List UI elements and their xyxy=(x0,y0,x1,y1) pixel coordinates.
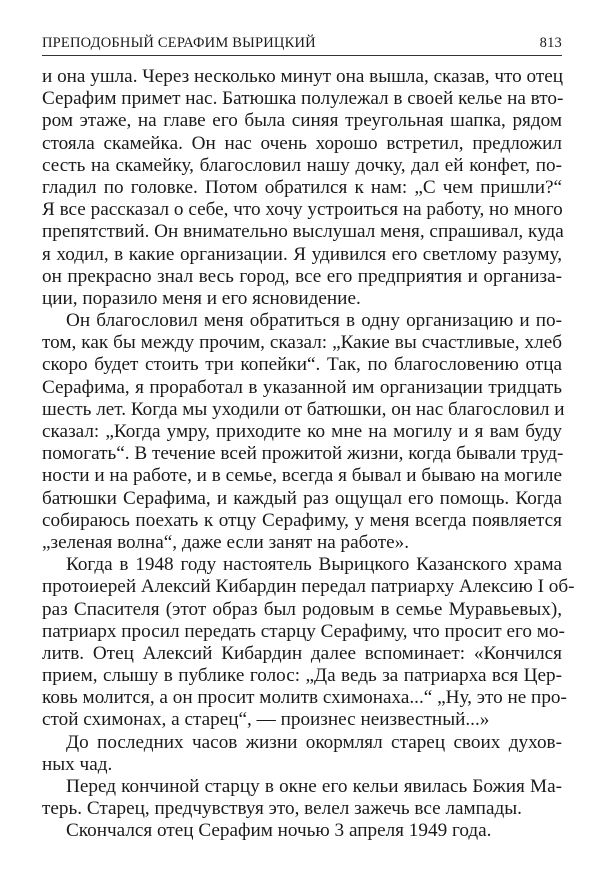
text-line: шесть лет. Когда мы уходили от батюшки, он нас благословил и xyxy=(42,398,565,420)
page-number: 813 xyxy=(539,35,562,51)
text-line: Я все рассказал о себе, что хочу устроиться на работу, но много xyxy=(42,199,563,221)
text-line: гладил по головке. Потом обратился к нам: „С чем пришли?“ xyxy=(42,176,562,198)
text-line: сесть на скамейку, благословил нашу дочку, дал ей конфет, по- xyxy=(42,154,562,176)
text-line: ром этаже, на главе его была синяя треугольная шапка, рядом xyxy=(42,110,562,132)
text-line: До последних часов жизни окормлял старец своих духов- xyxy=(66,731,562,753)
paragraph xyxy=(42,732,562,776)
page-body xyxy=(42,66,575,843)
text-line: собираюсь поехать к отцу Серафиму, у меня всегда появляется xyxy=(42,509,562,531)
text-line: и она ушла. Через несколько минут она вышла, сказав, что отец xyxy=(42,66,564,87)
text-line: стояла скамейка. Он нас очень хорошо встретил, предложил xyxy=(42,132,562,154)
text-line: Он благословил меня обратиться в одну организацию и по- xyxy=(66,310,562,332)
text-line: батюшки Серафима, и каждый раз ощущал его помощь. Когда xyxy=(42,487,562,509)
text-line: скоро будет стоить три копейки“. Так, по благословению отца xyxy=(42,354,562,376)
text-line: патриарх просил передать старцу Серафиму, что просит его мо- xyxy=(42,620,565,642)
text-line: терь. Старец, предчувствуя это, велел зажечь все лампады. xyxy=(42,798,522,820)
text-line: сказал: „Когда умру, приходите ко мне на могилу и я вам буду xyxy=(42,421,562,442)
text-line: том, как бы между прочим, сказал: „Какие вы счастливые, хлеб xyxy=(42,332,562,354)
text-line: ности и на работе, и в семье, всегда я бывал и бываю на могиле xyxy=(42,465,562,487)
paragraph xyxy=(42,554,575,732)
text-line: ных чад. xyxy=(42,753,113,775)
text-line: литв. Отец Алексий Кибардин далее вспоминает: «Кончился xyxy=(42,642,562,664)
text-line: ковь молится, а он просит молитв схимонаха...“ „Ну, это не про- xyxy=(42,687,567,709)
text-line: Скончался отец Серафим ночью 3 апреля 1949 года. xyxy=(66,820,492,842)
text-line: я ходил, в какие организации. Я удивился его светлому разуму, xyxy=(42,243,562,265)
running-header xyxy=(42,30,562,56)
text-line: Когда в 1948 году настоятель Вырицкого Казанского храма xyxy=(66,554,562,576)
text-line: протоиерей Алексий Кибардин передал патриарху Алексию I об- xyxy=(42,576,575,598)
text-line: Серафима, я проработал в указанной им организации тридцать xyxy=(42,376,562,398)
text-line: „зеленая волна“, даже если занят на работе». xyxy=(42,531,410,553)
text-line: он прекрасно знал весь город, все его предприятия и организа- xyxy=(42,265,562,287)
running-title: ПРЕПОДОБНЫЙ СЕРАФИМ ВЫРИЦКИЙ xyxy=(42,35,316,51)
text-line: ции, поразило меня и его ясновидение. xyxy=(42,287,361,309)
text-line: раз Спасителя (этот образ был родовым в семье Муравьевых), xyxy=(42,598,562,620)
paragraph xyxy=(42,820,562,842)
text-line: помогать“. В течение всей прожитой жизни, когда бывали труд- xyxy=(42,443,564,465)
text-line: Серафим примет нас. Батюшка полулежал в своей келье на вто- xyxy=(42,88,564,110)
text-line: прием, слышу в публике голос: „Да ведь за патриарха вся Цер- xyxy=(42,665,562,687)
paragraph xyxy=(42,310,565,554)
text-line: стой схимонах, а старец“, — произнес неизвестный...» xyxy=(42,709,490,731)
text-line: препятствий. Он внимательно выслушал меня, спрашивал, куда xyxy=(42,221,564,243)
paragraph xyxy=(42,66,562,310)
paragraph xyxy=(42,776,562,820)
text-line: Перед кончиной старцу в окне его кельи явилась Божия Ма- xyxy=(66,776,562,797)
